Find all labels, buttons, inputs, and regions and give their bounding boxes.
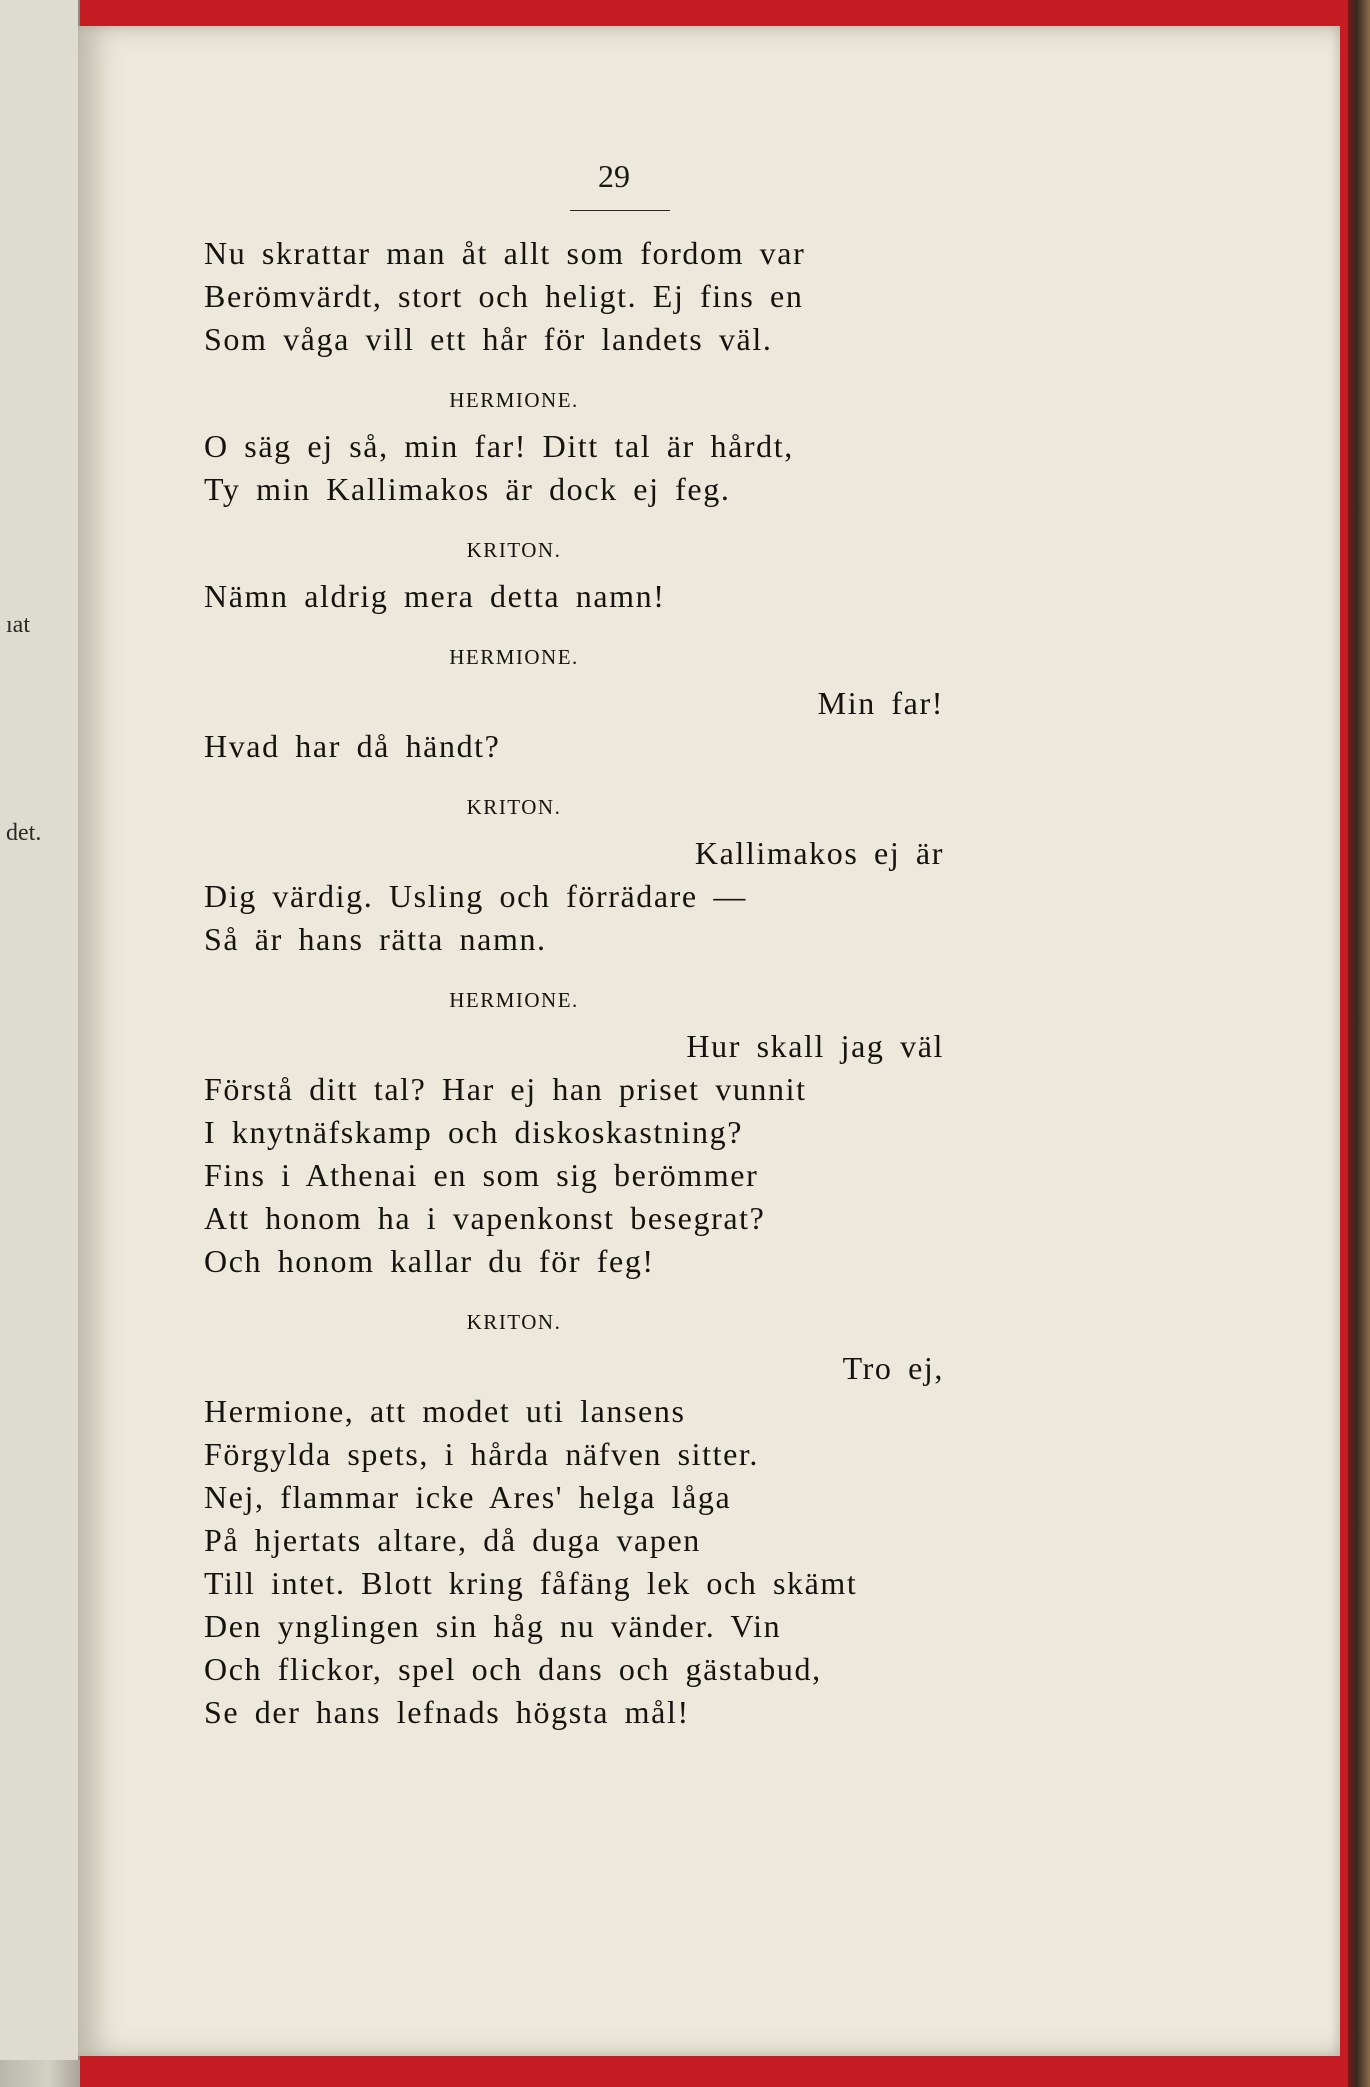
verse-line: Nämn aldrig mera detta namn! (204, 578, 666, 614)
verse-line: Förstå ditt tal? Har ej han priset vunnit (204, 1071, 807, 1107)
verse-line: Min far! (817, 685, 944, 721)
verse-line: Som våga vill ett hår för landets väl. (204, 321, 773, 357)
speaker-name: KRITON. (466, 795, 562, 819)
speaker-name: HERMIONE. (449, 388, 579, 412)
verse-line: Se der hans lefnads högsta mål! (204, 1694, 690, 1730)
verse-line: O säg ej så, min far! Ditt tal är hårdt, (204, 428, 794, 464)
previous-page-edge (0, 0, 80, 2060)
verse-line: Tro ej, (842, 1350, 944, 1386)
poem-text (204, 232, 1024, 1734)
speaker-name: HERMIONE. (449, 988, 579, 1012)
verse-line: På hjertats altare, då duga vapen (204, 1522, 701, 1558)
verse-line: Nu skrattar man åt allt som fordom var (204, 235, 806, 271)
verse-line: Hur skall jag väl (686, 1028, 944, 1064)
verse-line: Till intet. Blott kring fåfäng lek och skämt (204, 1565, 858, 1601)
verse-line: Och honom kallar du för feg! (204, 1243, 655, 1279)
page-number-rule (570, 210, 670, 211)
verse-line: Hvad har då händt? (204, 728, 501, 764)
verse-line: Och flickor, spel och dans och gästabud, (204, 1651, 822, 1687)
verse-line: Fins i Athenai en som sig berömmer (204, 1157, 759, 1193)
speaker-name: KRITON. (466, 1310, 562, 1334)
verse-line: Hermione, att modet uti lansens (204, 1393, 686, 1429)
book-cover-right-edge (1348, 0, 1370, 2087)
verse-line: Att honom ha i vapenkonst besegrat? (204, 1200, 766, 1236)
verse-line: Ty min Kallimakos är dock ej feg. (204, 471, 731, 507)
verse-line: Den ynglingen sin håg nu vänder. Vin (204, 1608, 782, 1644)
verse-line: Kallimakos ej är (694, 835, 944, 871)
speaker-name: KRITON. (466, 538, 562, 562)
verse-line: I knytnäfskamp och diskoskastning? (204, 1114, 743, 1150)
verse-line: Dig värdig. Usling och förrädare — (204, 878, 747, 914)
verse-line: Berömvärdt, stort och heligt. Ej fins en (204, 278, 804, 314)
previous-page-fragment: det. (6, 820, 42, 846)
speaker-name: HERMIONE. (449, 645, 579, 669)
previous-page-fragment: ıat (6, 612, 30, 638)
verse-line: Så är hans rätta namn. (204, 921, 547, 957)
verse-line: Förgylda spets, i hårda näfven sitter. (204, 1436, 760, 1472)
verse-line: Nej, flammar icke Ares' helga låga (204, 1479, 732, 1515)
page-number: 29 (598, 158, 630, 194)
